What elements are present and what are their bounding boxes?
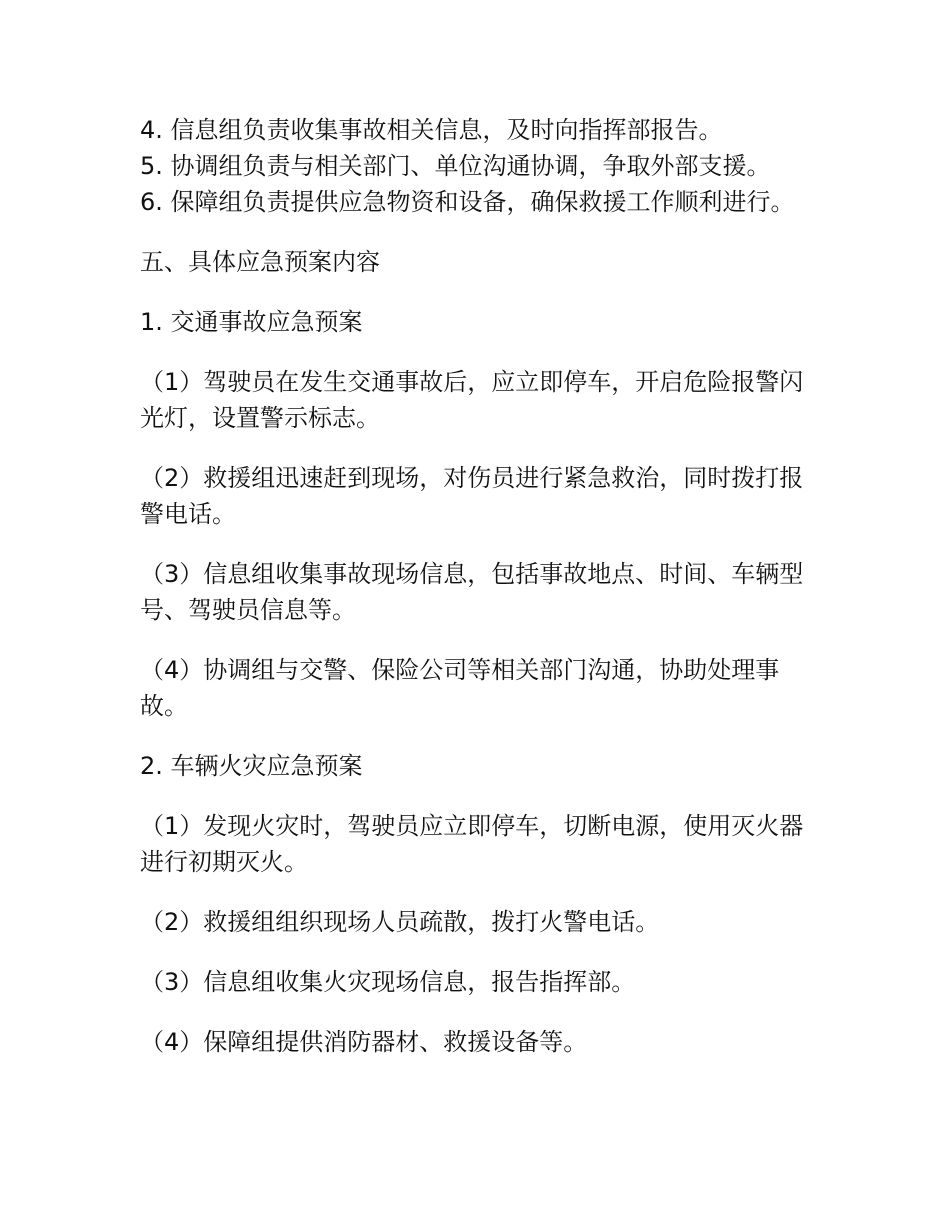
traffic-item-1: （1）驾驶员在发生交通事故后，应立即停车，开启危险报警闪光灯，设置警示标志。 — [140, 368, 804, 432]
traffic-item-2: （2）救援组迅速赶到现场，对伤员进行紧急救治，同时拨打报警电话。 — [140, 464, 804, 528]
subsection-title-traffic: 1. 交通事故应急预案 — [140, 308, 363, 336]
responsibility-item-5: 5. 协调组负责与相关部门、单位沟通协调，争取外部支援。 — [140, 152, 771, 180]
spacer — [140, 880, 810, 904]
fire-item-1: （1）发现火灾时，驾驶员应立即停车，切断电源，使用灭火器进行初期灭火。 — [140, 812, 804, 876]
fire-item-4: （4）保障组提供消防器材、救援设备等。 — [140, 1028, 588, 1056]
subsection-title-fire: 2. 车辆火灾应急预案 — [140, 752, 363, 780]
spacer — [140, 280, 810, 304]
responsibility-item-4: 4. 信息组负责收集事故相关信息，及时向指挥部报告。 — [140, 116, 723, 144]
document-page — [140, 112, 810, 1060]
spacer — [140, 340, 810, 364]
traffic-item-3: （3）信息组收集事故现场信息，包括事故地点、时间、车辆型号、驾驶员信息等。 — [140, 560, 804, 624]
fire-item-2: （2）救援组组织现场人员疏散，拨打火警电话。 — [140, 908, 660, 936]
spacer — [140, 784, 810, 808]
traffic-item-4: （4）协调组与交警、保险公司等相关部门沟通，协助处理事故。 — [140, 656, 780, 720]
spacer — [140, 628, 810, 652]
spacer — [140, 1000, 810, 1024]
spacer — [140, 436, 810, 460]
responsibility-item-6: 6. 保障组负责提供应急物资和设备，确保救援工作顺利进行。 — [140, 188, 795, 216]
spacer — [140, 724, 810, 748]
responsibility-list — [140, 112, 810, 220]
spacer — [140, 532, 810, 556]
fire-item-3: （3）信息组收集火灾现场信息，报告指挥部。 — [140, 968, 636, 996]
spacer — [140, 220, 810, 244]
spacer — [140, 940, 810, 964]
section-title: 五、具体应急预案内容 — [140, 248, 380, 276]
